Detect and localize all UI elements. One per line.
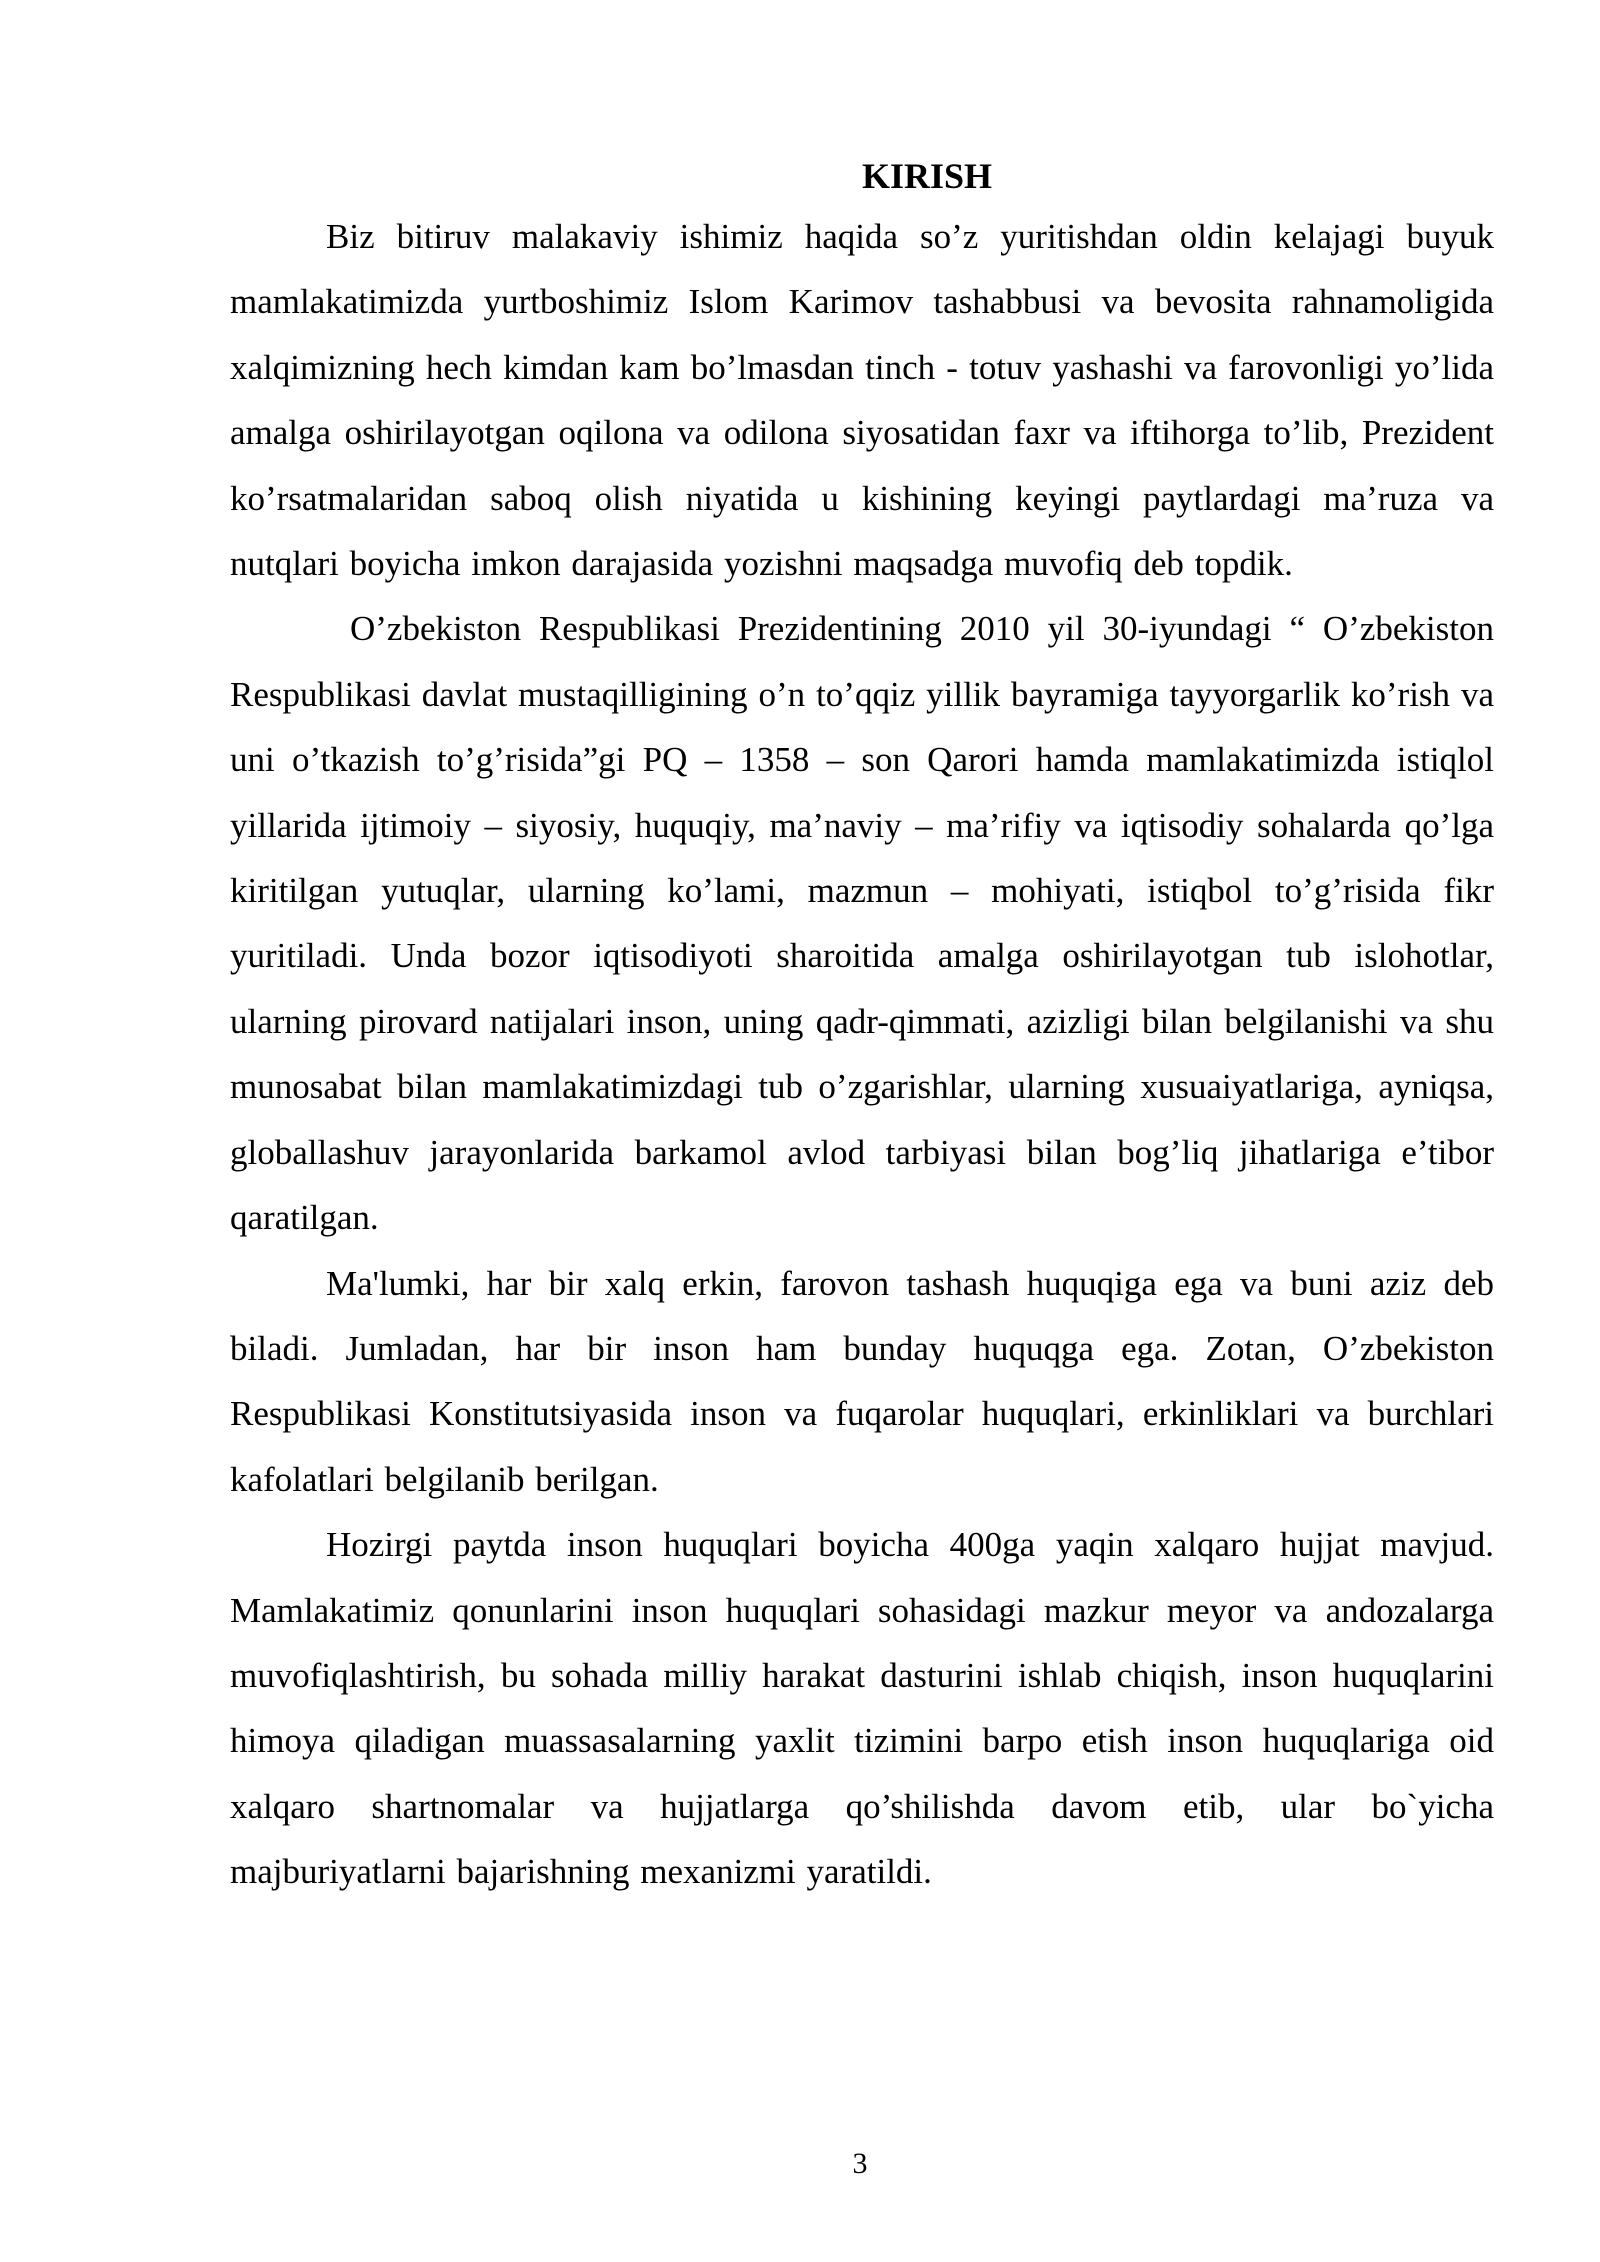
paragraph-international-documents: Hozirgi paytda inson huquqlari boyicha 400ga yaqin xalqaro hujjat mavjud. Mamlakatimiz qonunlarini inson huquqlari sohasidagi mazkur meyor va andozalarga muvofiqlashtirish, bu sohada milliy harakat dasturini ishlab chiqish, inson huquqlarini himoya qiladigan muassasalarning yaxlit tizimini barpo etish inson huquqlariga oid xalqaro shartnomalar va hujjatlarga qo’shilishda davom etib, ular bo`yicha majburiyatlarni bajarishning mexanizmi yaratildi. xyxy=(230,1525,1494,1892)
page-number: 3 xyxy=(852,2147,868,2180)
paragraph-presidential-decree: O’zbekiston Respublikasi Prezidentining 2010 yil 30-iyundagi “ O’zbekiston Respublikasi davlat mustaqilligining o’n to’qqiz yillik bayramiga tayyorgarlik ko’rish va uni o’tkazish to’g’risida”gi PQ – 1358 – son Qarori hamda mamlakatimizda istiqlol yillarida ijtimoiy – siyosiy, huquqiy, ma’naviy – ma’rifiy va iqtisodiy sohalarda qo’lga kiritilgan yutuqlar, ularning ko’lami, mazmun – mohiyati, istiqbol to’g’risida fikr yuritiladi. Unda bozor iqtisodiyoti sharoitida amalga oshirilayotgan tub islohotlar, ularning pirovard natijalari inson, uning qadr-qimmati, azizligi bilan belgilanishi va shu munosabat bilan mamlakatimizdagi tub o’zgarishlar, ularning xusuaiyatlariga, ayniqsa, globallashuv jarayonlarida barkamol avlod tarbiyasi bilan bog’liq jihatlariga e’tibor qaratilgan. xyxy=(230,609,1494,1238)
paragraph-intro: Biz bitiruv malakaviy ishimiz haqida so’z yuritishdan oldin kelajagi buyuk mamlakatimizda yurtboshimiz Islom Karimov tashabbusi va bevosita rahnamoligida xalqimizning hech kimdan kam bo’lmasdan tinch - totuv yashashi va farovonligi yo’lida amalga oshirilayotgan oqilona va odilona siyosatidan faxr va iftihorga to’lib, Prezident ko’rsatmalaridan saboq olish niyatida u kishining keyingi paytlardagi ma’ruza va nutqlari boyicha imkon darajasida yozishni maqsadga muvofiq deb topdik. xyxy=(230,217,1494,584)
paragraph-rights: Ma'lumki, har bir xalq erkin, farovon tashash huquqiga ega va buni aziz deb biladi. Jumladan, har bir inson ham bunday huquqga ega. Zotan, O’zbekiston Respublikasi Konstitutsiyasida inson va fuqarolar huquqlari, erkinliklari va burchlari kafolatlari belgilanib berilgan. xyxy=(230,1263,1494,1499)
page-body xyxy=(230,148,1494,1905)
section-title: KIRISH xyxy=(861,156,993,196)
